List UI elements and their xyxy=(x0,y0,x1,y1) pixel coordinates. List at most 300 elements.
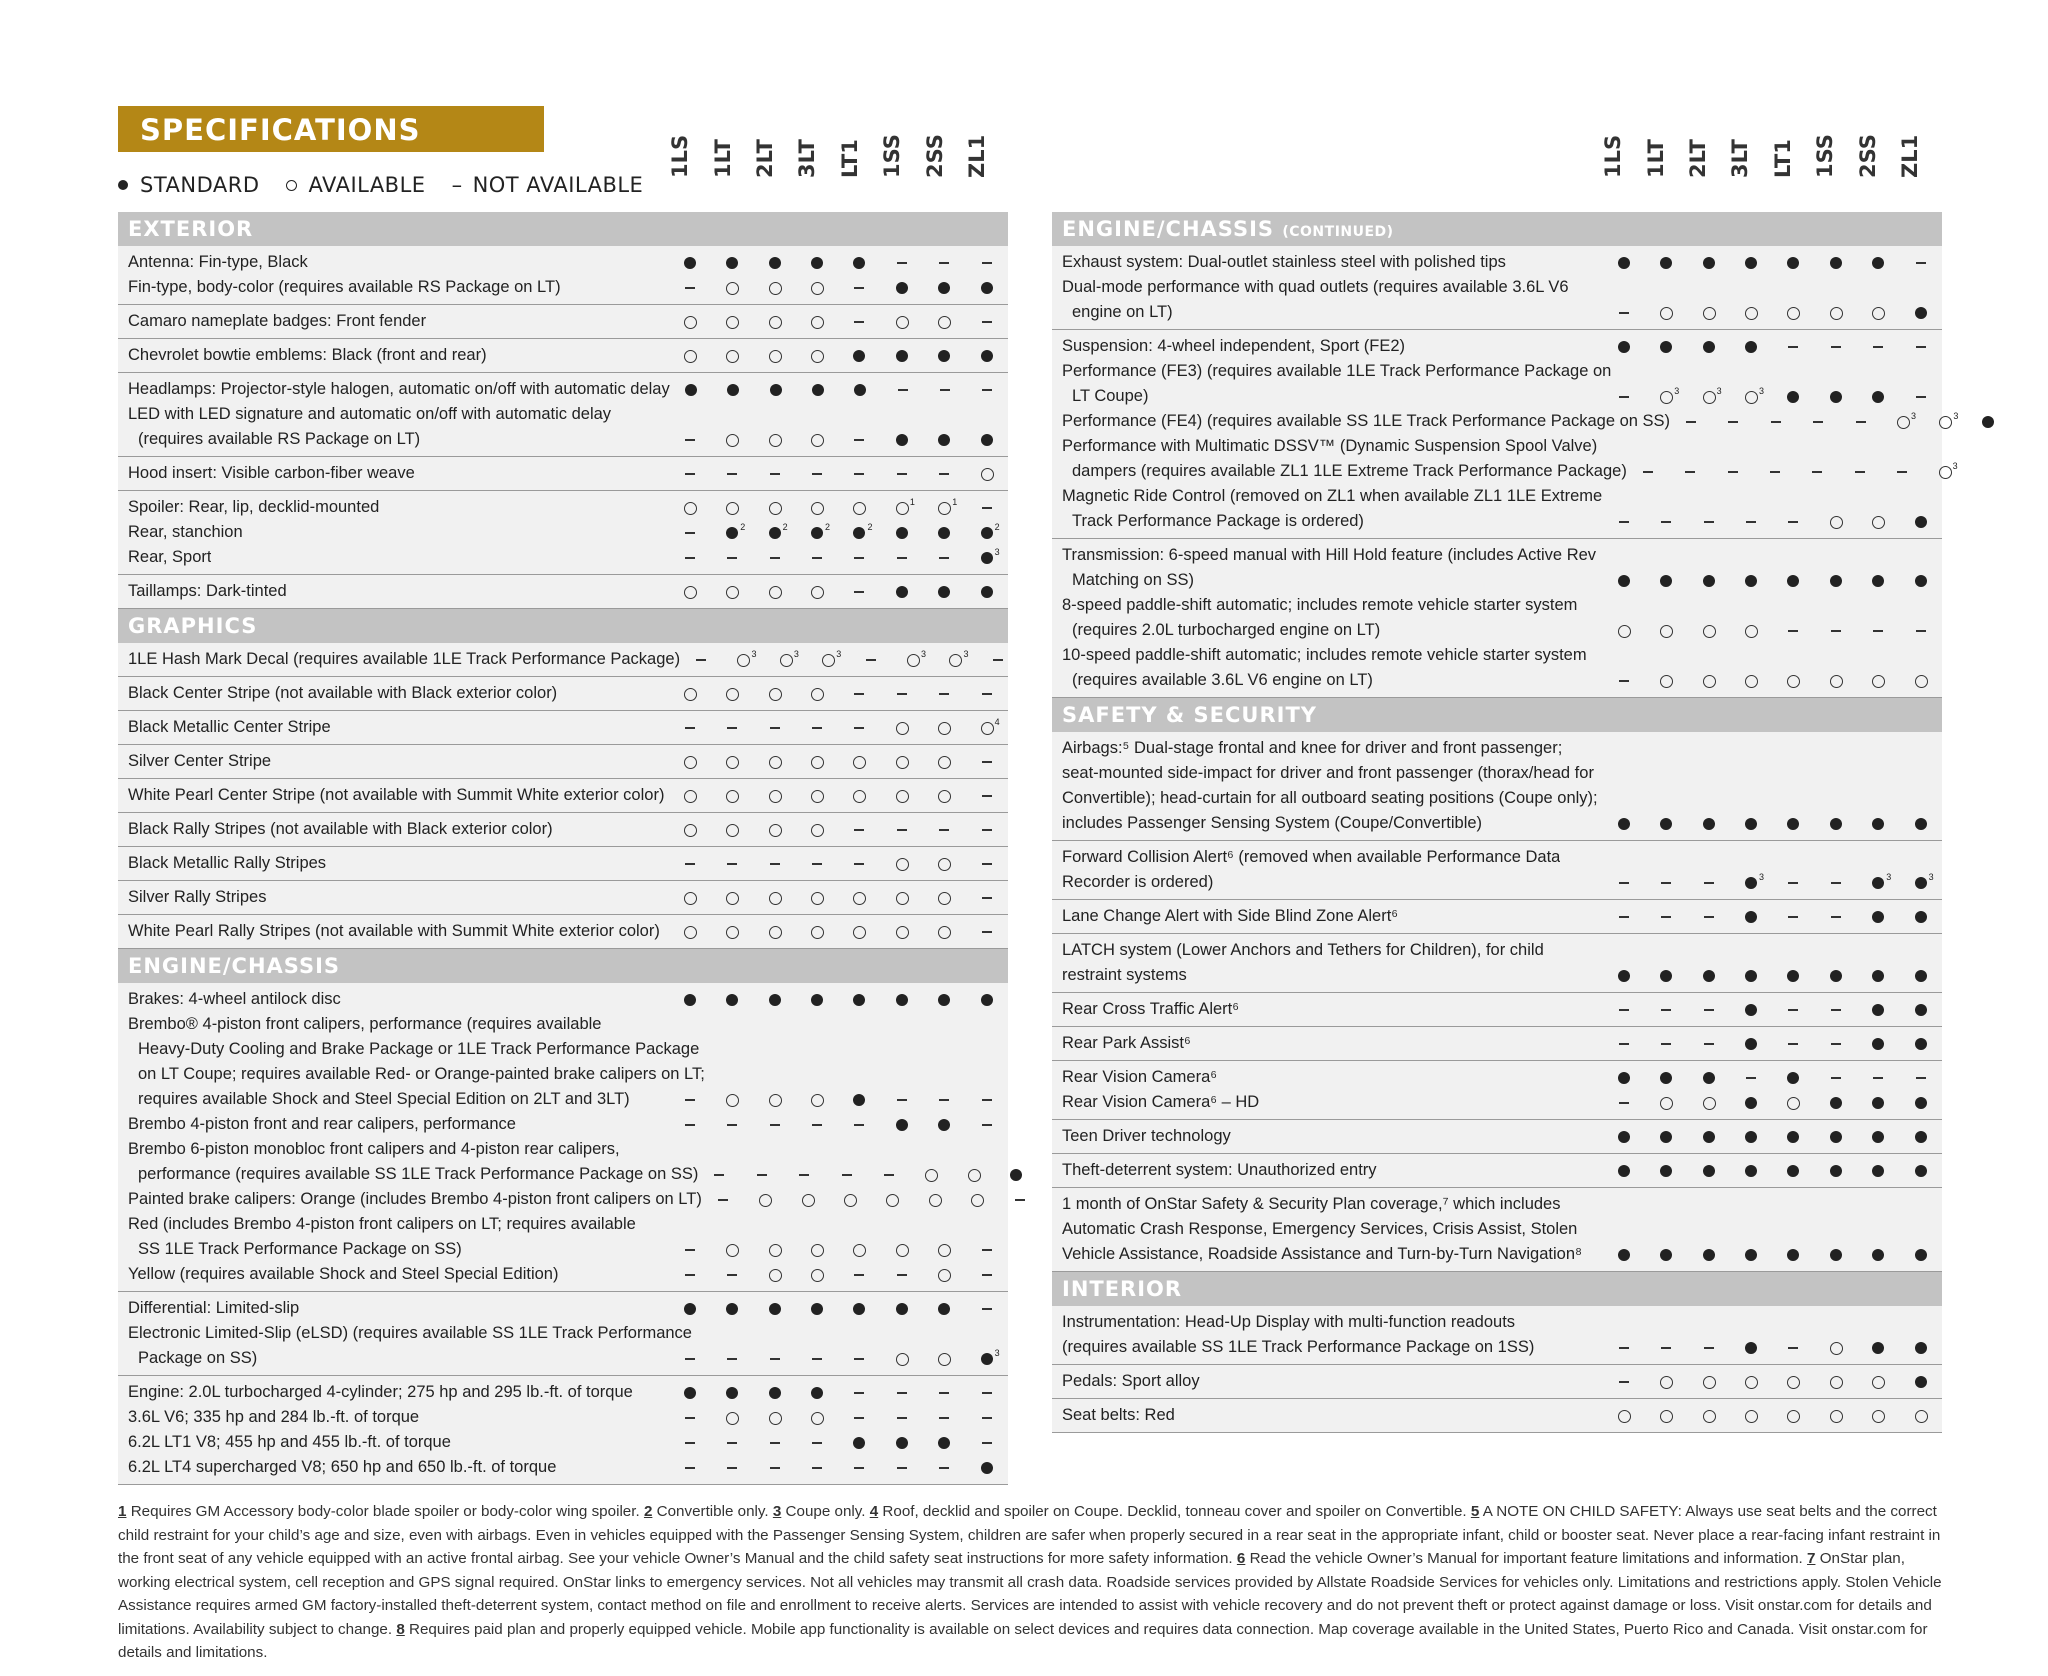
availability-cell xyxy=(1900,568,1942,593)
standard-dot-icon xyxy=(726,1303,738,1315)
availability-cell xyxy=(1688,811,1730,836)
availability-cell xyxy=(881,1455,923,1480)
availability-cell xyxy=(1688,384,1730,409)
availability-cell xyxy=(923,343,965,368)
available-circle-icon xyxy=(1830,307,1843,320)
feature-row xyxy=(1052,250,1942,275)
section-title: INTERIOR xyxy=(1062,1277,1183,1301)
availability-marks xyxy=(1603,1242,1942,1267)
feature-row xyxy=(1052,359,1942,384)
not-available-dash-icon xyxy=(897,693,907,695)
not-available-dash-icon xyxy=(1619,1381,1629,1383)
feature-label: (requires 2.0L turbocharged engine on LT) xyxy=(1072,621,1381,639)
feature-row xyxy=(1052,736,1942,761)
available-circle-icon xyxy=(1872,1410,1885,1423)
availability-cell xyxy=(868,1162,910,1187)
not-available-dash-icon xyxy=(939,473,949,475)
not-available-dash-icon xyxy=(757,1174,767,1176)
standard-dot-icon xyxy=(726,527,738,539)
availability-marks xyxy=(669,681,1008,706)
not-available-dash-icon xyxy=(770,1442,780,1444)
feature-row xyxy=(1052,543,1942,568)
availability-cell xyxy=(711,1296,753,1321)
not-available-dash-icon xyxy=(1831,1077,1841,1079)
footnote-ref: 3 xyxy=(1886,872,1892,882)
not-available-dash-icon xyxy=(1661,1009,1671,1011)
footnote-ref: 3 xyxy=(1674,386,1680,396)
not-available-dash-icon xyxy=(770,1467,780,1469)
standard-dot-icon xyxy=(769,994,781,1006)
availability-cell xyxy=(838,250,880,275)
availability-cell xyxy=(1688,1090,1730,1115)
not-available-dash-icon xyxy=(854,727,864,729)
availability-cell xyxy=(1815,1065,1857,1090)
column-header xyxy=(1889,134,1931,202)
column-header-label: 1LT xyxy=(1643,139,1668,178)
availability-cell xyxy=(1900,1065,1942,1090)
available-circle-icon xyxy=(1830,675,1843,688)
not-available-dash-icon xyxy=(685,473,695,475)
standard-dot-icon xyxy=(811,994,823,1006)
standard-dot-icon xyxy=(938,586,950,598)
standard-dot-icon xyxy=(118,180,128,190)
feature-label: Chevrolet bowtie emblems: Black (front and rear) xyxy=(128,346,487,364)
availability-cell xyxy=(966,377,1008,402)
available-circle-icon xyxy=(853,790,866,803)
available-circle-icon xyxy=(1787,1376,1800,1389)
feature-row xyxy=(118,1455,1008,1480)
standard-dot-icon xyxy=(684,257,696,269)
feature-row xyxy=(118,343,1008,368)
not-available-dash-icon xyxy=(982,1417,992,1419)
availability-cell xyxy=(838,1455,880,1480)
availability-cell xyxy=(754,817,796,842)
not-available-dash-icon xyxy=(812,1124,822,1126)
availability-cell xyxy=(1772,618,1814,643)
feature-row xyxy=(1052,811,1942,836)
feature-group xyxy=(118,1376,1008,1485)
available-circle-icon xyxy=(1897,416,1910,429)
availability-cell xyxy=(711,275,753,300)
availability-cell xyxy=(1603,1124,1645,1149)
availability-cell xyxy=(1730,1403,1772,1428)
standard-dot-icon xyxy=(1872,391,1884,403)
feature-row xyxy=(1052,300,1942,325)
not-available-dash-icon xyxy=(1685,471,1695,473)
availability-cell xyxy=(923,275,965,300)
not-available-dash-icon xyxy=(1916,396,1926,398)
availability-cell xyxy=(796,1087,838,1112)
availability-cell xyxy=(1688,334,1730,359)
standard-dot-icon xyxy=(938,1303,950,1315)
feature-label: LT Coupe) xyxy=(1072,387,1149,405)
standard-dot-icon xyxy=(981,350,993,362)
standard-dot-icon xyxy=(938,350,950,362)
availability-cell xyxy=(1730,1031,1772,1056)
availability-cell xyxy=(1645,1335,1687,1360)
availability-cell xyxy=(669,1380,711,1405)
not-available-dash-icon xyxy=(685,1249,695,1251)
availability-cell xyxy=(1603,568,1645,593)
availability-cell xyxy=(838,919,880,944)
availability-cell xyxy=(1857,384,1899,409)
available-circle-icon xyxy=(1939,466,1952,479)
available-circle-icon xyxy=(726,1244,739,1257)
feature-label: Matching on SS) xyxy=(1072,571,1194,589)
available-circle-icon xyxy=(684,892,697,905)
feature-group xyxy=(1052,539,1942,698)
feature-row xyxy=(1052,938,1942,963)
not-available-dash-icon xyxy=(685,287,695,289)
not-available-dash-icon xyxy=(727,727,737,729)
footnote-text: OnStar plan, working electrical system, cell reception and GPS signal required. OnStar links to emergency services. Not all vehicles may transmit all crash data. Roadside services provided by Allstate Roadside Services for vehicles only. Limitations and restrictions apply. Stolen Vehicle Assistance requires armed GM factory-installed theft-deterrent system, contact method on file and enrollment to receive alerts. Services are intended to assist with vehicle recovery and do not prevent theft or protect against damage or loss. Visit onstar.com for details and limitations. Availability subject to change. xyxy=(118,1550,1942,1638)
available-circle-icon xyxy=(907,654,920,667)
not-available-dash-icon xyxy=(1788,1043,1798,1045)
feature-label: Silver Center Stripe xyxy=(128,752,272,770)
feature-row xyxy=(118,647,1008,672)
availability-cell xyxy=(669,749,711,774)
feature-label: Transmission: 6-speed manual with Hill Hold feature (includes Active Rev xyxy=(1062,546,1597,564)
not-available-dash-icon xyxy=(1813,421,1823,423)
availability-cell xyxy=(1772,1242,1814,1267)
standard-dot-icon xyxy=(853,527,865,539)
available-circle-icon xyxy=(896,790,909,803)
availability-cell xyxy=(702,1187,744,1212)
availability-cell xyxy=(966,545,1008,570)
standard-dot-icon xyxy=(1787,575,1799,587)
feature-group xyxy=(1052,330,1959,539)
standard-dot-icon xyxy=(1703,341,1715,353)
feature-row xyxy=(118,461,1008,486)
available-circle-icon xyxy=(1872,307,1885,320)
available-circle-icon xyxy=(1660,307,1673,320)
availability-cell xyxy=(881,885,923,910)
footnote-text: Roof, decklid and spoiler on Coupe. Decklid, tonneau cover and spoiler on Convertible. xyxy=(882,1503,1467,1520)
section-title: GRAPHICS xyxy=(128,614,258,638)
availability-cell xyxy=(1645,963,1687,988)
availability-cell xyxy=(850,647,892,672)
availability-cell xyxy=(1796,459,1838,484)
available-circle-icon xyxy=(726,824,739,837)
availability-cell xyxy=(966,851,1008,876)
availability-marks xyxy=(1603,1335,1942,1360)
availability-cell xyxy=(796,715,838,740)
availability-cell xyxy=(1772,568,1814,593)
availability-cell xyxy=(1730,963,1772,988)
availability-cell xyxy=(1670,409,1712,434)
standard-dot-icon xyxy=(685,384,697,396)
availability-cell xyxy=(754,495,796,520)
standard-dot-icon xyxy=(726,994,738,1006)
availability-cell xyxy=(711,749,753,774)
not-available-dash-icon xyxy=(897,262,907,264)
available-circle-icon xyxy=(1660,675,1673,688)
availability-marks xyxy=(669,579,1008,604)
availability-cell xyxy=(1645,1242,1687,1267)
standard-dot-icon xyxy=(1915,1097,1927,1109)
not-available-dash-icon xyxy=(1831,346,1841,348)
not-available-dash-icon xyxy=(727,1124,737,1126)
standard-dot-icon xyxy=(811,1387,823,1399)
availability-cell xyxy=(754,1405,796,1430)
availability-cell xyxy=(1900,1158,1942,1183)
feature-label: Magnetic Ride Control (removed on ZL1 when available ZL1 1LE Extreme xyxy=(1062,487,1603,505)
availability-cell xyxy=(923,817,965,842)
standard-dot-icon xyxy=(1872,257,1884,269)
feature-group xyxy=(1052,1061,1942,1120)
feature-label: Lane Change Alert with Side Blind Zone Alert⁶ xyxy=(1062,907,1399,925)
feature-group xyxy=(118,745,1008,779)
availability-cell xyxy=(1815,1242,1857,1267)
standard-dot-icon xyxy=(1618,341,1630,353)
availability-cell xyxy=(1815,1335,1857,1360)
availability-marks xyxy=(669,885,1008,910)
availability-cell xyxy=(1603,1090,1645,1115)
availability-cell xyxy=(1815,668,1857,693)
availability-cell xyxy=(796,885,838,910)
available-circle-icon xyxy=(1787,675,1800,688)
feature-group xyxy=(1052,841,1942,900)
availability-cell xyxy=(669,681,711,706)
feature-group xyxy=(118,1292,1008,1376)
availability-cell xyxy=(1603,250,1645,275)
availability-marks xyxy=(1603,384,1942,409)
feature-label: 8-speed paddle-shift automatic; includes remote vehicle starter system xyxy=(1062,596,1578,614)
feature-row xyxy=(118,749,1008,774)
feature-label: Rear Vision Camera⁶ – HD xyxy=(1062,1093,1260,1111)
availability-cell xyxy=(1688,618,1730,643)
availability-cell xyxy=(923,1296,965,1321)
available-circle-icon xyxy=(1745,1410,1758,1423)
available-circle-icon xyxy=(726,1412,739,1425)
availability-cell xyxy=(1857,300,1899,325)
standard-dot-icon xyxy=(1872,1249,1884,1261)
availability-marks xyxy=(669,749,1008,774)
available-circle-icon xyxy=(769,1269,782,1282)
standard-dot-icon xyxy=(1703,1249,1715,1261)
not-available-dash-icon xyxy=(1619,1347,1629,1349)
not-available-dash-icon xyxy=(1916,1077,1926,1079)
standard-dot-icon xyxy=(981,527,993,539)
footnote-number: 4 xyxy=(869,1503,879,1520)
feature-row xyxy=(1052,459,1958,484)
feature-label: (requires available RS Package on LT) xyxy=(138,430,421,448)
availability-cell xyxy=(669,1405,711,1430)
availability-cell xyxy=(1645,334,1687,359)
availability-cell xyxy=(838,749,880,774)
availability-cell xyxy=(1603,1369,1645,1394)
not-available-dash-icon xyxy=(812,727,822,729)
column-header xyxy=(1804,134,1846,202)
standard-dot-icon xyxy=(853,1437,865,1449)
available-circle-icon xyxy=(737,654,750,667)
column-header-label: 1SS xyxy=(1813,134,1838,178)
availability-cell xyxy=(1900,997,1942,1022)
availability-cell xyxy=(1857,1158,1899,1183)
footnote-text: Requires paid plan and properly equipped vehicle. Mobile app functionality is available on select devices and requires data connection. Map coverage available in the United States, Puerto Rico and Canada. Visit onstar.com for details and limitations. xyxy=(118,1620,1928,1661)
availability-cell xyxy=(1772,1335,1814,1360)
not-available-dash-icon xyxy=(1770,471,1780,473)
feature-label: Black Metallic Rally Stripes xyxy=(128,854,327,872)
not-available-dash-icon xyxy=(982,1392,992,1394)
feature-group xyxy=(1052,1399,1942,1433)
available-circle-icon xyxy=(684,350,697,363)
not-available-dash-icon xyxy=(884,1174,894,1176)
availability-cell xyxy=(669,250,711,275)
availability-cell xyxy=(1755,409,1797,434)
not-available-dash-icon xyxy=(854,591,864,593)
standard-dot-icon xyxy=(1660,818,1672,830)
availability-cell xyxy=(1645,250,1687,275)
not-available-dash-icon xyxy=(842,1174,852,1176)
standard-dot-icon xyxy=(684,994,696,1006)
availability-cell xyxy=(914,1187,956,1212)
availability-cell xyxy=(669,520,711,545)
availability-cell xyxy=(1815,250,1857,275)
standard-dot-icon xyxy=(1745,970,1757,982)
availability-cell xyxy=(1603,963,1645,988)
not-available-dash-icon xyxy=(939,1392,949,1394)
standard-dot-icon xyxy=(896,282,908,294)
not-available-dash-icon xyxy=(854,1358,864,1360)
availability-cell xyxy=(1967,409,2009,434)
availability-cell xyxy=(882,377,924,402)
availability-cell xyxy=(1857,1065,1899,1090)
footnote-number: 7 xyxy=(1807,1550,1816,1567)
column-header-label: 1LT xyxy=(710,139,735,178)
available-circle-icon xyxy=(811,790,824,803)
availability-cell xyxy=(1688,1065,1730,1090)
availability-cell xyxy=(1857,1403,1899,1428)
availability-cell xyxy=(711,1112,753,1137)
standard-dot-icon xyxy=(1872,1342,1884,1354)
standard-dot-icon xyxy=(1830,575,1842,587)
availability-cell xyxy=(754,427,796,452)
availability-cell xyxy=(1839,459,1881,484)
feature-label: Theft-deterrent system: Unauthorized entry xyxy=(1062,1161,1377,1179)
availability-cell xyxy=(838,309,880,334)
availability-cell xyxy=(1900,618,1942,643)
available-circle-icon xyxy=(1618,1410,1631,1423)
availability-cell xyxy=(999,1187,1041,1212)
availability-cell xyxy=(754,1430,796,1455)
feature-row xyxy=(1052,1192,1942,1217)
availability-marks xyxy=(1670,409,2009,434)
availability-cell xyxy=(1900,300,1942,325)
not-available-dash-icon xyxy=(982,1099,992,1101)
footnote-ref: 3 xyxy=(1759,386,1765,396)
availability-marks xyxy=(1603,870,1942,895)
available-circle-icon xyxy=(726,434,739,447)
feature-row xyxy=(1052,618,1942,643)
not-available-dash-icon xyxy=(1619,521,1629,523)
availability-cell xyxy=(711,817,753,842)
not-available-dash-icon xyxy=(982,795,992,797)
availability-cell xyxy=(1730,1090,1772,1115)
feature-label: 10-speed paddle-shift automatic; includes remote vehicle starter system xyxy=(1062,646,1587,664)
column-header xyxy=(744,139,786,202)
not-available-dash-icon xyxy=(982,897,992,899)
footnote-number: 5 xyxy=(1470,1503,1480,1520)
availability-cell xyxy=(711,783,753,808)
not-available-dash-icon xyxy=(1661,916,1671,918)
available-circle-icon xyxy=(726,756,739,769)
availability-marks xyxy=(669,275,1008,300)
available-circle-icon xyxy=(769,1412,782,1425)
column-header xyxy=(1634,139,1676,202)
standard-dot-icon xyxy=(1915,1165,1927,1177)
not-available-dash-icon xyxy=(939,557,949,559)
availability-marks xyxy=(669,1262,1008,1287)
availability-cell xyxy=(923,461,965,486)
available-circle-icon xyxy=(1787,1097,1800,1110)
availability-cell xyxy=(1815,300,1857,325)
availability-cell xyxy=(1645,668,1687,693)
available-circle-icon xyxy=(1939,416,1952,429)
availability-cell xyxy=(1645,618,1687,643)
not-available-dash-icon xyxy=(1771,421,1781,423)
availability-cell xyxy=(1857,1242,1899,1267)
footnote-ref: 3 xyxy=(1928,872,1934,882)
not-available-dash-icon xyxy=(770,1358,780,1360)
not-available-dash-icon xyxy=(982,693,992,695)
not-available-dash-icon xyxy=(812,557,822,559)
not-available-dash-icon xyxy=(1686,421,1696,423)
availability-cell xyxy=(1857,963,1899,988)
standard-dot-icon xyxy=(896,434,908,446)
feature-row xyxy=(118,1212,1008,1237)
available-circle-icon xyxy=(938,892,951,905)
availability-cell xyxy=(1688,1403,1730,1428)
availability-cell xyxy=(923,520,965,545)
availability-cell xyxy=(711,1346,753,1371)
availability-cell xyxy=(923,681,965,706)
availability-cell xyxy=(1730,1242,1772,1267)
feature-label: 6.2L LT1 V8; 455 hp and 455 lb.-ft. of torque xyxy=(128,1433,451,1451)
feature-group xyxy=(1052,1306,1942,1365)
availability-cell xyxy=(966,1455,1008,1480)
availability-marks xyxy=(1603,997,1942,1022)
availability-cell xyxy=(712,377,754,402)
availability-marks xyxy=(669,817,1008,842)
available-circle-icon xyxy=(684,790,697,803)
availability-cell xyxy=(1815,384,1857,409)
standard-dot-icon xyxy=(1872,1131,1884,1143)
availability-cell xyxy=(1645,384,1687,409)
column-header xyxy=(786,139,828,202)
not-available-dash-icon xyxy=(1831,916,1841,918)
standard-dot-icon xyxy=(896,527,908,539)
feature-label: SS 1LE Track Performance Package on SS) xyxy=(138,1240,462,1258)
not-available-dash-icon xyxy=(939,829,949,831)
availability-marks xyxy=(1603,1158,1942,1183)
not-available-dash-icon xyxy=(982,1274,992,1276)
not-available-dash-icon xyxy=(854,1274,864,1276)
availability-cell xyxy=(1730,1124,1772,1149)
available-circle-icon xyxy=(925,1169,938,1182)
availability-marks xyxy=(1603,668,1942,693)
not-available-dash-icon xyxy=(897,1417,907,1419)
availability-cell xyxy=(1730,1335,1772,1360)
availability-cell xyxy=(669,1262,711,1287)
feature-label: Hood insert: Visible carbon-fiber weave xyxy=(128,464,415,482)
standard-dot-icon xyxy=(1703,257,1715,269)
availability-cell xyxy=(669,1430,711,1455)
available-circle-icon xyxy=(726,892,739,905)
availability-marks xyxy=(670,377,1009,402)
available-circle-icon xyxy=(811,892,824,905)
available-circle-icon xyxy=(1660,1376,1673,1389)
